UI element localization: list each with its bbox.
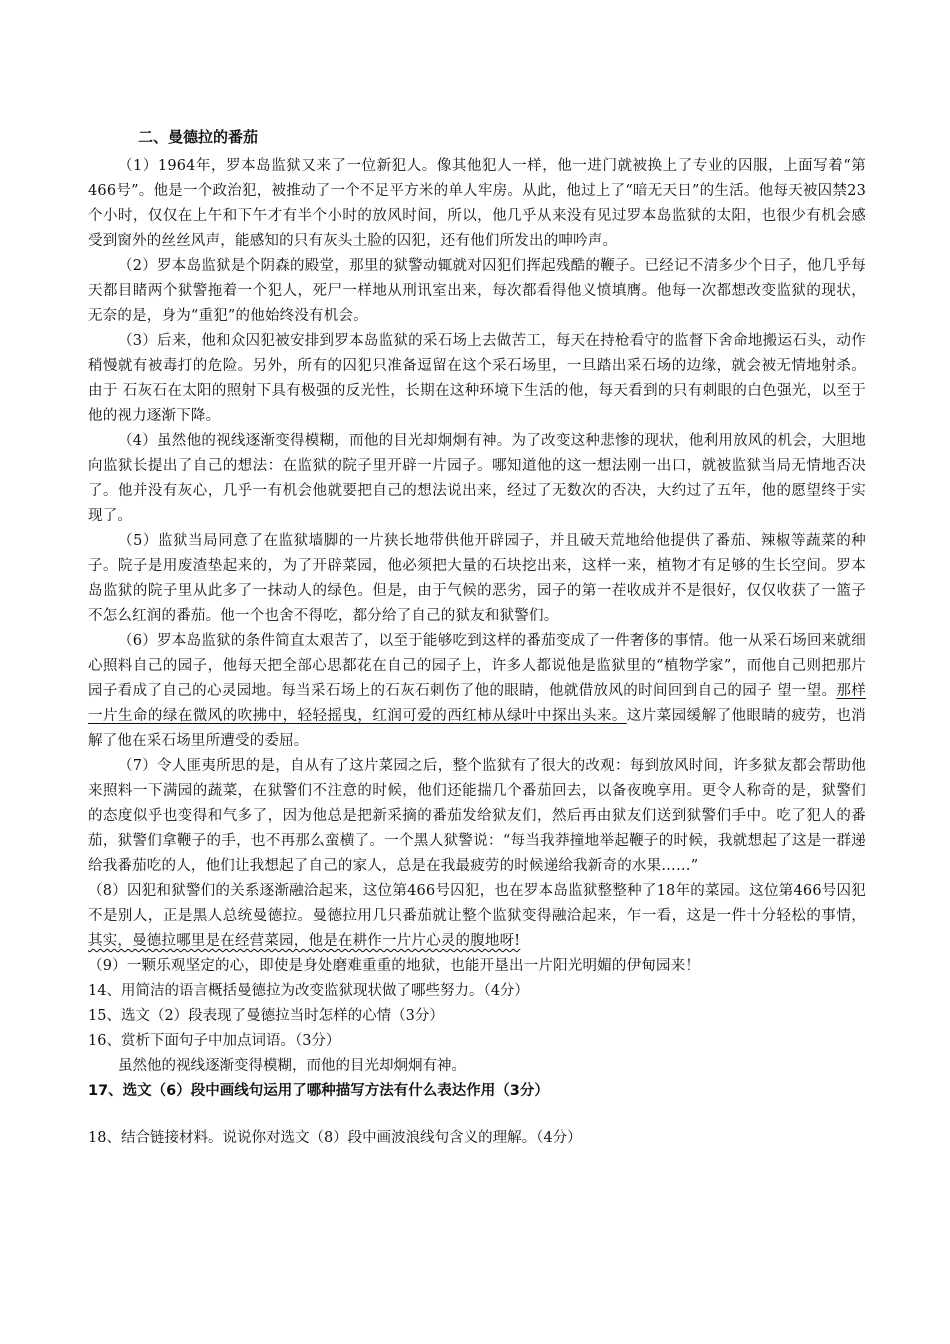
question-15: 15、选文（2）段表现了曼德拉当时怎样的心情（3分） [88, 1008, 444, 1024]
question-18: 18、结合链接材料。说说你对选文（8）段中画波浪线句含义的理解。（4分） [88, 1130, 582, 1146]
paragraph-6-text-a: （6）罗本岛监狱的条件简直太艰苦了，以至于能够吃到这样的番茄变成了一件奢侈的事情。他一从采石场回来就细心照料自己的园子，他每天把全部心思都花在自己的园子上，许多人都说他是监狱里的“植物学家”，而他自己则把那片园子看成了自己的心灵园地。每当采石场上的石灰石刺伤了他的眼睛，他就借放风的时间回到自己的园子 望一望。 [88, 633, 866, 699]
paragraph-6-text-b: 这片菜园缓解了他眼睛的疲劳，也消解了他在采石场里所遭受的委屈。 [88, 708, 866, 749]
paragraph-8 [88, 879, 866, 954]
paragraph-8-text-a: （8）囚犯和狱警们的关系逐渐融洽起来，这位第466号囚犯，也在罗本岛监狱整整种了18年的菜园。这位第466号囚犯不是别人，正是黑人总统曼德拉。曼德拉用几只番茄就让整个监狱变得融洽起来，乍一看，这是一件十分轻松的事情， [88, 883, 866, 924]
underlined-sentence: 那样一片生命的绿在微风的吹拂中，轻轻摇曳，红润可爱的西红柿从绿叶中探出头来。 [88, 683, 866, 724]
question-14: 14、用简洁的语言概括曼德拉为改变监狱现状做了哪些努力。（4分） [88, 983, 529, 999]
paragraph-9: （9）一颗乐观坚定的心，即使是身处磨难重重的地狱，也能开垦出一片阳光明媚的伊甸园来！ [88, 958, 701, 974]
paragraph-6 [88, 629, 866, 754]
paragraph-3: （3）后来，他和众囚犯被安排到罗本岛监狱的采石场上去做苦工，每天在持枪看守的监督下舍命地搬运石头，动作稍慢就有被毒打的危险。另外，所有的囚犯只准备逗留在这个采石场里，一旦踏出采石场的边缘，就会被无情地射杀。由于 石灰石在太阳的照射下具有极强的反光性，长期在这种环境下生活的他，每天看到的只有刺眼的白色强光，以至于他的视力逐渐下降。 [88, 333, 866, 424]
wavy-underlined-sentence: 其实，曼德拉哪里是在经营菜园，他是在耕作一片片心灵的腹地呀! [88, 933, 521, 949]
paragraph-5: （5）监狱当局同意了在监狱墙脚的一片狭长地带供他开辟园子，并且破天荒地给他提供了番茄、辣椒等蔬菜的种子。院子是用废渣垫起来的，为了开辟菜园，他必须把大量的石块挖出来，这样一来，植物才有足够的生长空间。罗本岛监狱的院子里从此多了一抹动人的绿色。但是，由于气候的恶劣，园子的第一茬收成并不是很好，仅仅收获了一篮子不怎么红润的番茄。他一个也舍不得吃，都分给了自己的狱友和狱警们。 [88, 533, 866, 624]
answer-space [88, 1104, 866, 1126]
paragraph-1: （1）1964年，罗本岛监狱又来了一位新犯人。像其他犯人一样，他一进门就被换上了专业的囚服，上面写着“第466号”。他是一个政治犯，被推动了一个不足平方米的单人牢房。从此，他过上了“暗无天日”的生活。他每天被囚禁23个小时，仅仅在上午和下午才有半个小时的放风时间，所以，他几乎从来没有见过罗本岛监狱的太阳，也很少有机会感受到窗外的丝丝风声，能感知的只有灰头土脸的囚犯，还有他们所发出的呻吟声。 [88, 158, 866, 249]
section-title: 二、曼德拉的番茄 [138, 128, 259, 146]
question-17: 17、选文（6）段中画线句运用了哪种描写方法有什么表达作用（3分） [88, 1083, 549, 1099]
paragraph-2: （2）罗本岛监狱是个阴森的殿堂，那里的狱警动辄就对囚犯们挥起残酷的鞭子。已经记不清多少个日子，他几乎每天都目睹两个狱警拖着一个犯人，死尸一样地从刑讯室出来，每次都看得他义愤填膺。他每一次都想改变监狱的现状，无奈的是，身为“重犯”的他始终没有机会。 [88, 258, 866, 324]
paragraph-4: （4）虽然他的视线逐渐变得模糊，而他的目光却炯炯有神。为了改变这种悲惨的现状，他利用放风的机会，大胆地向监狱长提出了自己的想法：在监狱的院子里开辟一片园子。哪知道他的这一想法刚一出口，就被监狱当局无情地否决了。他并没有灰心，几乎一有机会他就要把自己的想法说出来，经过了无数次的否决，大约过了五年，他的愿望终于实现了。 [88, 433, 866, 524]
question-16: 16、赏析下面句子中加点词语。（3分） [88, 1033, 341, 1049]
question-16-sentence: 虽然他的视线逐渐变得模糊，而他的目光却炯炯有神。 [118, 1058, 466, 1074]
paragraph-7: （7）令人匪夷所思的是，自从有了这片菜园之后，整个监狱有了很大的改观：每到放风时间，许多狱友都会帮助他来照料一下满园的蔬菜，在狱警们不注意的时候，他们还能揣几个番茄回去，以备夜晚享用。更令人称奇的是，狱警们的态度似乎也变得和气多了，因为他总是把新采摘的番茄发给狱友们，然后再由狱友们送到狱警们手中。吃了犯人的番茄，狱警们拿鞭子的手，也不再那么蛮横了。一个黑人狱警说：“每当我莽撞地举起鞭子的时候，我就想起了这是一群递给我番茄吃的人，他们让我想起了自己的家人，总是在我最疲劳的时候递给我新奇的水果……” [88, 758, 866, 874]
document-page [88, 124, 866, 1151]
